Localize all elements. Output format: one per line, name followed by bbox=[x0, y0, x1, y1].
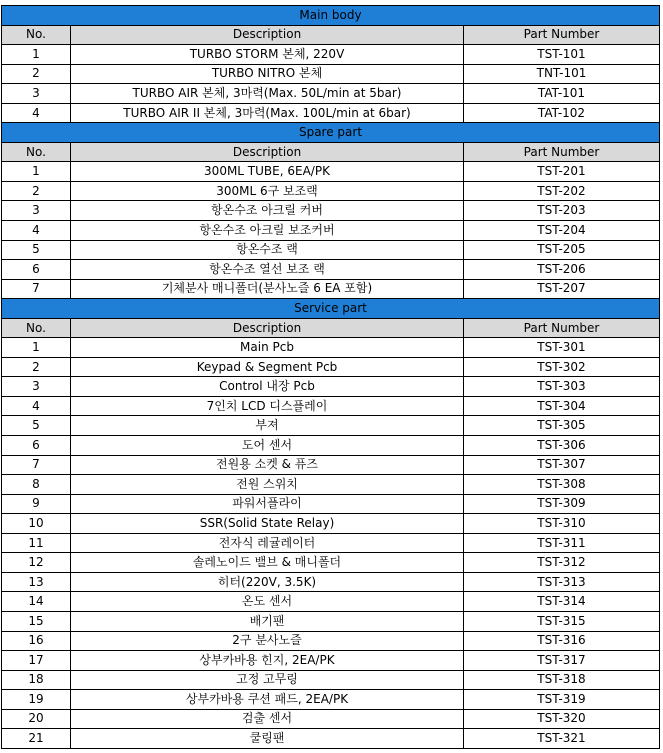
row-number: 12 bbox=[2, 553, 71, 573]
table-row bbox=[2, 64, 660, 84]
part-number-column-header: Part Number bbox=[464, 142, 660, 162]
row-part-number: TST-317 bbox=[464, 651, 660, 671]
table-row bbox=[2, 729, 660, 749]
row-description: 솔레노이드 밸브 & 매니폴더 bbox=[71, 553, 464, 573]
row-description: TURBO AIR II 본체, 3마력(Max. 100L/min at 6bar) bbox=[71, 103, 464, 123]
table-row bbox=[2, 494, 660, 514]
row-description: 항온수조 아크릴 보조커버 bbox=[71, 221, 464, 241]
table-row bbox=[2, 670, 660, 690]
table-row bbox=[2, 416, 660, 436]
no-column-header: No. bbox=[2, 25, 71, 45]
row-number: 16 bbox=[2, 631, 71, 651]
row-part-number: TST-305 bbox=[464, 416, 660, 436]
row-description: Control 내장 Pcb bbox=[71, 377, 464, 397]
row-part-number: TST-202 bbox=[464, 181, 660, 201]
row-number: 5 bbox=[2, 416, 71, 436]
column-header-row bbox=[2, 142, 660, 162]
table-row bbox=[2, 631, 660, 651]
row-number: 6 bbox=[2, 436, 71, 456]
part-number-column-header: Part Number bbox=[464, 318, 660, 338]
row-part-number: TST-309 bbox=[464, 494, 660, 514]
column-header-row bbox=[2, 318, 660, 338]
row-description: 온도 센서 bbox=[71, 592, 464, 612]
row-part-number: TNT-101 bbox=[464, 64, 660, 84]
row-number: 3 bbox=[2, 84, 71, 104]
table-row bbox=[2, 611, 660, 631]
row-description: 전자식 레귤레이터 bbox=[71, 533, 464, 553]
row-description: 300ML TUBE, 6EA/PK bbox=[71, 162, 464, 182]
table-row bbox=[2, 455, 660, 475]
row-part-number: TST-203 bbox=[464, 201, 660, 221]
table-row bbox=[2, 279, 660, 299]
row-description: 항온수조 아크릴 커버 bbox=[71, 201, 464, 221]
row-description: 부져 bbox=[71, 416, 464, 436]
table-row bbox=[2, 181, 660, 201]
row-part-number: TST-320 bbox=[464, 709, 660, 729]
table-row bbox=[2, 45, 660, 65]
row-description: 항온수조 열선 보조 랙 bbox=[71, 260, 464, 280]
row-number: 18 bbox=[2, 670, 71, 690]
row-description: 히터(220V, 3.5K) bbox=[71, 572, 464, 592]
table-row bbox=[2, 396, 660, 416]
row-number: 7 bbox=[2, 455, 71, 475]
section-header-row bbox=[2, 123, 660, 143]
row-part-number: TST-313 bbox=[464, 572, 660, 592]
row-part-number: TST-306 bbox=[464, 436, 660, 456]
description-column-header: Description bbox=[71, 142, 464, 162]
row-description: Main Pcb bbox=[71, 338, 464, 358]
row-description: 도어 센서 bbox=[71, 436, 464, 456]
table-row bbox=[2, 475, 660, 495]
row-description: 고정 고무링 bbox=[71, 670, 464, 690]
table-row bbox=[2, 553, 660, 573]
row-description: 전원 스위치 bbox=[71, 475, 464, 495]
table-row bbox=[2, 357, 660, 377]
part-number-column-header: Part Number bbox=[464, 25, 660, 45]
table-row bbox=[2, 514, 660, 534]
table-row bbox=[2, 103, 660, 123]
row-part-number: TAT-102 bbox=[464, 103, 660, 123]
row-number: 1 bbox=[2, 45, 71, 65]
table-row bbox=[2, 162, 660, 182]
row-number: 10 bbox=[2, 514, 71, 534]
row-part-number: TST-205 bbox=[464, 240, 660, 260]
row-description: 상부카바용 힌지, 2EA/PK bbox=[71, 651, 464, 671]
table-row bbox=[2, 338, 660, 358]
row-number: 13 bbox=[2, 572, 71, 592]
row-part-number: TST-101 bbox=[464, 45, 660, 65]
row-part-number: TST-206 bbox=[464, 260, 660, 280]
row-number: 6 bbox=[2, 260, 71, 280]
row-number: 1 bbox=[2, 338, 71, 358]
row-part-number: TST-308 bbox=[464, 475, 660, 495]
row-part-number: TST-302 bbox=[464, 357, 660, 377]
row-description: 항온수조 랙 bbox=[71, 240, 464, 260]
row-number: 4 bbox=[2, 103, 71, 123]
row-part-number: TST-321 bbox=[464, 729, 660, 749]
row-part-number: TST-204 bbox=[464, 221, 660, 241]
row-number: 11 bbox=[2, 533, 71, 553]
row-number: 3 bbox=[2, 201, 71, 221]
no-column-header: No. bbox=[2, 142, 71, 162]
table-row bbox=[2, 260, 660, 280]
row-description: SSR(Solid State Relay) bbox=[71, 514, 464, 534]
row-number: 5 bbox=[2, 240, 71, 260]
table-row bbox=[2, 533, 660, 553]
parts-table bbox=[1, 5, 660, 749]
row-part-number: TST-312 bbox=[464, 553, 660, 573]
description-column-header: Description bbox=[71, 318, 464, 338]
section-title: Spare part bbox=[2, 123, 660, 143]
row-number: 4 bbox=[2, 221, 71, 241]
row-number: 19 bbox=[2, 690, 71, 710]
table-row bbox=[2, 651, 660, 671]
row-part-number: TST-304 bbox=[464, 396, 660, 416]
row-part-number: TST-314 bbox=[464, 592, 660, 612]
row-part-number: TST-315 bbox=[464, 611, 660, 631]
no-column-header: No. bbox=[2, 318, 71, 338]
column-header-row bbox=[2, 25, 660, 45]
row-number: 2 bbox=[2, 181, 71, 201]
row-description: TURBO NITRO 본체 bbox=[71, 64, 464, 84]
row-description: 기체분사 매니폴더(분사노즐 6 EA 포함) bbox=[71, 279, 464, 299]
row-description: Keypad & Segment Pcb bbox=[71, 357, 464, 377]
row-number: 8 bbox=[2, 475, 71, 495]
row-description: TURBO AIR 본체, 3마력(Max. 50L/min at 5bar) bbox=[71, 84, 464, 104]
section-header-row bbox=[2, 6, 660, 26]
table-row bbox=[2, 572, 660, 592]
row-description: 7인치 LCD 디스플레이 bbox=[71, 396, 464, 416]
row-number: 20 bbox=[2, 709, 71, 729]
row-number: 1 bbox=[2, 162, 71, 182]
row-part-number: TST-307 bbox=[464, 455, 660, 475]
row-number: 7 bbox=[2, 279, 71, 299]
table-row bbox=[2, 592, 660, 612]
row-part-number: TST-319 bbox=[464, 690, 660, 710]
row-description: 검출 센서 bbox=[71, 709, 464, 729]
row-part-number: TST-310 bbox=[464, 514, 660, 534]
row-part-number: TST-318 bbox=[464, 670, 660, 690]
row-description: 300ML 6구 보조랙 bbox=[71, 181, 464, 201]
table-row bbox=[2, 84, 660, 104]
section-header-row bbox=[2, 299, 660, 319]
row-number: 3 bbox=[2, 377, 71, 397]
row-description: 배기팬 bbox=[71, 611, 464, 631]
row-number: 2 bbox=[2, 357, 71, 377]
row-part-number: TST-316 bbox=[464, 631, 660, 651]
table-row bbox=[2, 201, 660, 221]
table-row bbox=[2, 709, 660, 729]
table-row bbox=[2, 690, 660, 710]
table-row bbox=[2, 221, 660, 241]
row-number: 4 bbox=[2, 396, 71, 416]
row-number: 2 bbox=[2, 64, 71, 84]
table-row bbox=[2, 377, 660, 397]
description-column-header: Description bbox=[71, 25, 464, 45]
row-part-number: TST-303 bbox=[464, 377, 660, 397]
row-number: 9 bbox=[2, 494, 71, 514]
row-description: 파워서플라이 bbox=[71, 494, 464, 514]
section-title: Service part bbox=[2, 299, 660, 319]
row-description: 전원용 소켓 & 퓨즈 bbox=[71, 455, 464, 475]
row-part-number: TST-201 bbox=[464, 162, 660, 182]
row-description: TURBO STORM 본체, 220V bbox=[71, 45, 464, 65]
parts-sheet bbox=[1, 5, 660, 749]
row-part-number: TAT-101 bbox=[464, 84, 660, 104]
row-part-number: TST-311 bbox=[464, 533, 660, 553]
row-number: 21 bbox=[2, 729, 71, 749]
row-description: 상부카바용 쿠션 패드, 2EA/PK bbox=[71, 690, 464, 710]
section-title: Main body bbox=[2, 6, 660, 26]
table-row bbox=[2, 240, 660, 260]
row-part-number: TST-207 bbox=[464, 279, 660, 299]
row-description: 쿨링팬 bbox=[71, 729, 464, 749]
row-part-number: TST-301 bbox=[464, 338, 660, 358]
table-row bbox=[2, 436, 660, 456]
parts-table-body bbox=[2, 6, 660, 749]
row-description: 2구 분사노즐 bbox=[71, 631, 464, 651]
row-number: 15 bbox=[2, 611, 71, 631]
row-number: 14 bbox=[2, 592, 71, 612]
row-number: 17 bbox=[2, 651, 71, 671]
